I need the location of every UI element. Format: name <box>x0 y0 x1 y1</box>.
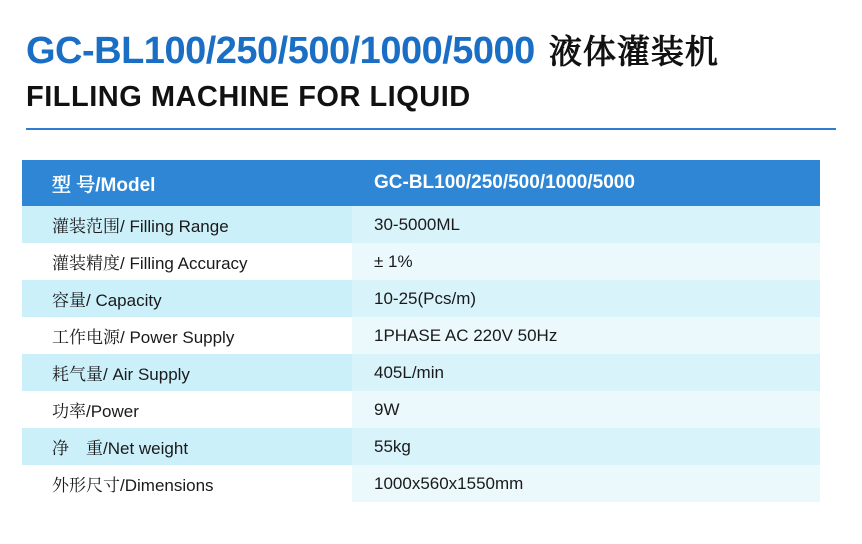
row-value: 405L/min <box>352 354 820 391</box>
row-label: 功率/Power <box>22 391 352 428</box>
row-value: 1PHASE AC 220V 50Hz <box>352 317 820 354</box>
table-row <box>22 243 820 280</box>
row-label: 净 重/Net weight <box>22 428 352 465</box>
table-header-value: GC-BL100/250/500/1000/5000 <box>352 160 820 206</box>
row-value: 30-5000ML <box>352 206 820 243</box>
row-value: 1000x560x1550mm <box>352 465 820 502</box>
specification-table-body <box>22 160 820 502</box>
table-row <box>22 428 820 465</box>
row-label: 外形尺寸/Dimensions <box>22 465 352 502</box>
specification-table <box>22 160 820 502</box>
row-value: 55kg <box>352 428 820 465</box>
table-header-label: 型 号/Model <box>22 160 352 206</box>
title-model-code: GC-BL100/250/500/1000/5000 <box>26 30 535 72</box>
page-header <box>0 0 862 114</box>
row-value: ± 1% <box>352 243 820 280</box>
table-row <box>22 465 820 502</box>
page-title <box>26 26 862 73</box>
table-row <box>22 317 820 354</box>
row-label: 工作电源/ Power Supply <box>22 317 352 354</box>
table-row <box>22 206 820 243</box>
row-label: 耗气量/ Air Supply <box>22 354 352 391</box>
table-row <box>22 280 820 317</box>
title-chinese: 液体灌装机 <box>548 33 719 70</box>
table-header-row <box>22 160 820 206</box>
page-subtitle: FILLING MACHINE FOR LIQUID <box>26 81 471 113</box>
header-divider <box>26 128 836 130</box>
row-label: 容量/ Capacity <box>22 280 352 317</box>
row-value: 9W <box>352 391 820 428</box>
row-label: 灌装范围/ Filling Range <box>22 206 352 243</box>
table-row <box>22 391 820 428</box>
row-label: 灌装精度/ Filling Accuracy <box>22 243 352 280</box>
table-row <box>22 354 820 391</box>
row-value: 10-25(Pcs/m) <box>352 280 820 317</box>
